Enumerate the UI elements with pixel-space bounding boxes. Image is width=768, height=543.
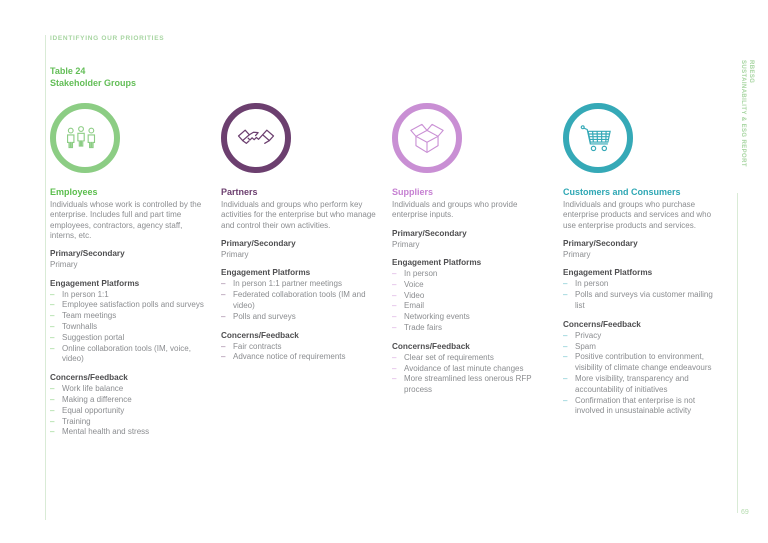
concerns-feedback-list xyxy=(221,342,379,364)
table-title: Stakeholder Groups xyxy=(50,77,137,88)
list-item: – In person 1:1 xyxy=(50,289,109,299)
dash-bullet: – xyxy=(563,373,568,383)
stakeholder-column xyxy=(392,103,550,438)
dash-bullet: – xyxy=(221,311,226,321)
dash-bullet: – xyxy=(563,290,568,300)
concerns-feedback-list xyxy=(50,384,208,438)
column-title: Partners xyxy=(221,187,258,197)
dash-bullet: – xyxy=(563,395,568,405)
list-item: – Mental health and stress xyxy=(50,427,150,437)
dash-bullet: – xyxy=(392,279,397,289)
engagement-platforms-list xyxy=(221,279,379,322)
list-item: – Online collaboration tools (IM, voice, video) xyxy=(50,343,191,364)
concerns-feedback-heading: Concerns/Feedback xyxy=(563,319,641,329)
dash-bullet: – xyxy=(50,332,55,342)
list-item: – In person 1:1 partner meetings xyxy=(221,279,342,289)
concerns-feedback-heading: Concerns/Feedback xyxy=(392,341,470,351)
list-item: – Work life balance xyxy=(50,384,124,394)
column-description: Individuals and groups who provide enterprise inputs. xyxy=(392,200,518,220)
stakeholder-columns xyxy=(50,103,721,438)
right-margin-line xyxy=(737,193,738,513)
list-item: – In person xyxy=(563,279,609,289)
list-item: – Email xyxy=(392,301,425,311)
list-item: – Clear set of requirements xyxy=(392,352,494,362)
dash-bullet: – xyxy=(50,416,55,426)
dash-bullet: – xyxy=(392,363,397,373)
engagement-platforms-heading: Engagement Platforms xyxy=(221,268,311,278)
list-item: – Advance notice of requirements xyxy=(221,352,346,362)
side-vertical-text xyxy=(739,60,755,260)
dash-bullet: – xyxy=(392,301,397,311)
section-eyebrow: IDENTIFYING OUR PRIORITIES xyxy=(50,35,165,42)
engagement-platforms-list xyxy=(563,279,721,311)
side-text-doc-code: RBESG xyxy=(748,60,754,84)
concerns-feedback-list xyxy=(563,331,721,417)
left-margin-line xyxy=(45,35,46,520)
list-item: – Privacy xyxy=(563,330,602,340)
engagement-platforms-list xyxy=(392,269,550,334)
dash-bullet: – xyxy=(50,384,55,394)
list-item: – Networking events xyxy=(392,312,470,322)
list-item: – Federated collaboration tools (IM and video) xyxy=(221,290,366,310)
dash-bullet: – xyxy=(392,290,397,300)
list-item: – Townhalls xyxy=(50,322,98,332)
engagement-platforms-list xyxy=(50,290,208,366)
column-title: Employees xyxy=(50,187,98,197)
concerns-feedback-list xyxy=(392,353,550,396)
stakeholder-column xyxy=(563,103,721,438)
dash-bullet: – xyxy=(392,352,397,362)
table-heading xyxy=(50,66,136,89)
primary-secondary-value: Primary xyxy=(50,260,78,270)
dash-bullet: – xyxy=(50,311,55,321)
list-item: – Voice xyxy=(392,279,424,289)
handshake-icon xyxy=(221,103,291,173)
dash-bullet: – xyxy=(221,341,226,351)
concerns-feedback-heading: Concerns/Feedback xyxy=(50,373,128,383)
stakeholder-column xyxy=(221,103,379,438)
column-description: Individuals and groups who perform key activities for the enterprise but who manage and control their own activities. xyxy=(221,200,376,230)
list-item: – Polls and surveys xyxy=(221,311,296,321)
dash-bullet: – xyxy=(221,352,226,362)
list-item: – Making a difference xyxy=(50,395,132,405)
list-item: – Suggestion portal xyxy=(50,332,125,342)
column-description: Individuals and groups who purchase enterprise products and services and who use enterprise products and services. xyxy=(563,200,712,230)
dash-bullet: – xyxy=(392,269,397,279)
dash-bullet: – xyxy=(563,341,568,351)
list-item: – Fair contracts xyxy=(221,341,282,351)
dash-bullet: – xyxy=(563,330,568,340)
list-item: – Avoidance of last minute changes xyxy=(392,363,524,373)
primary-secondary-value: Primary xyxy=(563,249,591,259)
dash-bullet: – xyxy=(50,343,55,353)
list-item: – Trade fairs xyxy=(392,323,442,333)
dash-bullet: – xyxy=(563,279,568,289)
stakeholder-column xyxy=(50,103,208,438)
open-box-icon xyxy=(392,103,462,173)
column-description: Individuals whose work is controlled by the enterprise. Includes full and part time employees, contractors, agency staff, interns, etc. xyxy=(50,200,202,240)
dash-bullet: – xyxy=(50,322,55,332)
dash-bullet: – xyxy=(392,374,397,384)
list-item: – Polls and surveys via customer mailing list xyxy=(563,290,713,310)
primary-secondary-heading: Primary/Secondary xyxy=(392,228,467,238)
primary-secondary-heading: Primary/Secondary xyxy=(50,249,125,259)
engagement-platforms-heading: Engagement Platforms xyxy=(392,258,482,268)
primary-secondary-heading: Primary/Secondary xyxy=(563,238,638,248)
dash-bullet: – xyxy=(50,300,55,310)
page-number: 69 xyxy=(741,509,749,516)
list-item: – Video xyxy=(392,290,425,300)
dash-bullet: – xyxy=(392,323,397,333)
dash-bullet: – xyxy=(221,279,226,289)
primary-secondary-value: Primary xyxy=(392,239,420,249)
list-item: – Spam xyxy=(563,341,596,351)
primary-secondary-value: Primary xyxy=(221,249,249,259)
dash-bullet: – xyxy=(221,290,226,300)
engagement-platforms-heading: Engagement Platforms xyxy=(50,278,140,288)
primary-secondary-heading: Primary/Secondary xyxy=(221,238,296,248)
concerns-feedback-heading: Concerns/Feedback xyxy=(221,330,299,340)
people-icon xyxy=(50,103,120,173)
list-item: – Confirmation that enterprise is not involved in unsustainable activity xyxy=(563,395,696,416)
shopping-cart-icon xyxy=(563,103,633,173)
list-item: – More visibility, transparency and accountability of initiatives xyxy=(563,373,689,394)
side-text-report-title: SUSTAINABILITY & ESG REPORT xyxy=(740,60,746,167)
column-title: Suppliers xyxy=(392,187,434,197)
list-item: – Employee satisfaction polls and surveys xyxy=(50,300,204,310)
dash-bullet: – xyxy=(50,405,55,415)
list-item: – Team meetings xyxy=(50,311,117,321)
dash-bullet: – xyxy=(563,352,568,362)
list-item: – More streamlined less onerous RFP process xyxy=(392,374,532,395)
dash-bullet: – xyxy=(50,427,55,437)
dash-bullet: – xyxy=(392,312,397,322)
dash-bullet: – xyxy=(50,289,55,299)
table-label: Table 24 xyxy=(50,66,86,76)
dash-bullet: – xyxy=(50,395,55,405)
list-item: – In person xyxy=(392,269,438,279)
engagement-platforms-heading: Engagement Platforms xyxy=(563,268,653,278)
column-title: Customers and Consumers xyxy=(563,187,681,197)
list-item: – Equal opportunity xyxy=(50,405,125,415)
list-item: – Positive contribution to environment, visibility of climate change endeavours xyxy=(563,352,712,373)
list-item: – Training xyxy=(50,416,91,426)
